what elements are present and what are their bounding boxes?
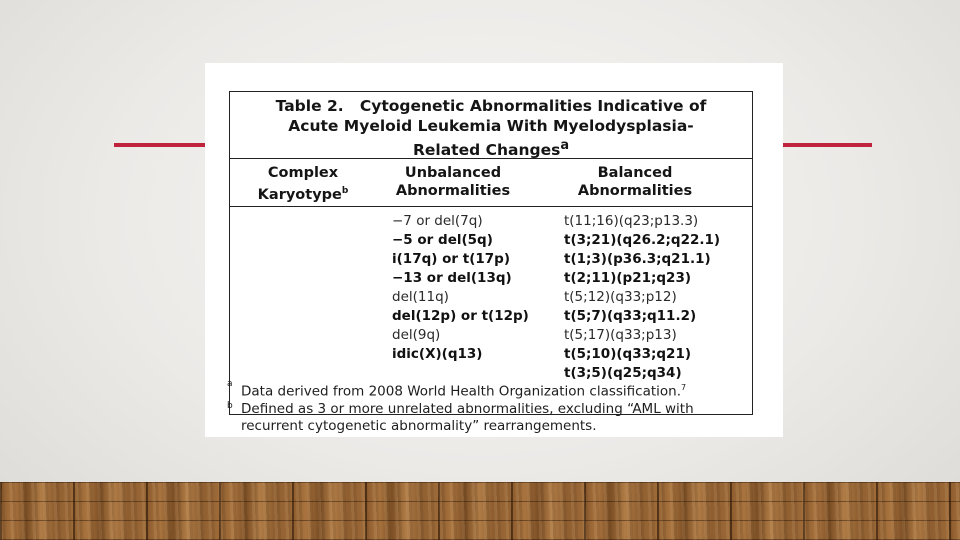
table-title-mark: a [560, 138, 570, 153]
column-header-balanced: Balanced Abnormalities [577, 165, 693, 199]
balanced-item: t(11;16)(q23;p13.3) [564, 213, 699, 229]
unbalanced-item: −5 or del(5q) [392, 232, 493, 248]
balanced-item: t(3;5)(q25;q34) [564, 365, 682, 381]
balanced-item: t(3;21)(q26.2;q22.1) [564, 232, 721, 248]
balanced-item: t(5;7)(q33;q11.2) [564, 308, 697, 324]
unbalanced-item: −7 or del(7q) [392, 213, 483, 229]
unbalanced-item: del(11q) [392, 289, 449, 305]
balanced-abnormalities-list [564, 212, 720, 383]
column-header-mark: b [341, 186, 349, 196]
column-header-complex-karyotype: Complex Karyotype$^b$ [257, 165, 349, 203]
unbalanced-item: idic(X)(q13) [392, 346, 483, 362]
table-image [205, 63, 783, 437]
unbalanced-item: i(17q) or t(17p) [392, 251, 510, 267]
wood-floor [0, 482, 960, 540]
footnote-b-mark: b [227, 400, 233, 411]
column-header-unbalanced: Unbalanced Abnormalities [395, 165, 511, 199]
table-title [230, 96, 752, 160]
footnote-a: a Data derived from 2008 World Health Organization classification.$^7$ [227, 379, 767, 401]
unbalanced-item: del(12p) or t(12p) [392, 308, 529, 324]
footnote-a-ref: 7 [681, 383, 687, 392]
header-rule-bottom [230, 206, 752, 207]
footnote-a-mark: a [227, 379, 233, 389]
table-footnotes [227, 379, 767, 435]
balanced-item: t(5;12)(q33;p12) [564, 289, 677, 305]
balanced-item: t(5;10)(q33;q21) [564, 346, 692, 362]
balanced-item: t(5;17)(q33;p13) [564, 327, 677, 343]
balanced-item: t(2;11)(p21;q23) [564, 270, 692, 286]
table-title-line-3: Related Changes$^a$ [412, 138, 570, 160]
header-rule-top [230, 158, 752, 159]
unbalanced-item: del(9q) [392, 327, 441, 343]
unbalanced-item: −13 or del(13q) [392, 270, 512, 286]
footnote-b: b Defined as 3 or more unrelated abnormalities, excluding “AML with recurrent cytogenetic abnormality” rearrangements. [227, 401, 767, 435]
cytogenetic-table [229, 91, 753, 415]
table-title-line-1: Table 2. Cytogenetic Abnormalities Indicative of [275, 97, 707, 115]
balanced-item: t(1;3)(p36.3;q21.1) [564, 251, 711, 267]
table-title-line-2: Acute Myeloid Leukemia With Myelodysplasia- [288, 117, 694, 135]
unbalanced-abnormalities-list [392, 212, 529, 364]
